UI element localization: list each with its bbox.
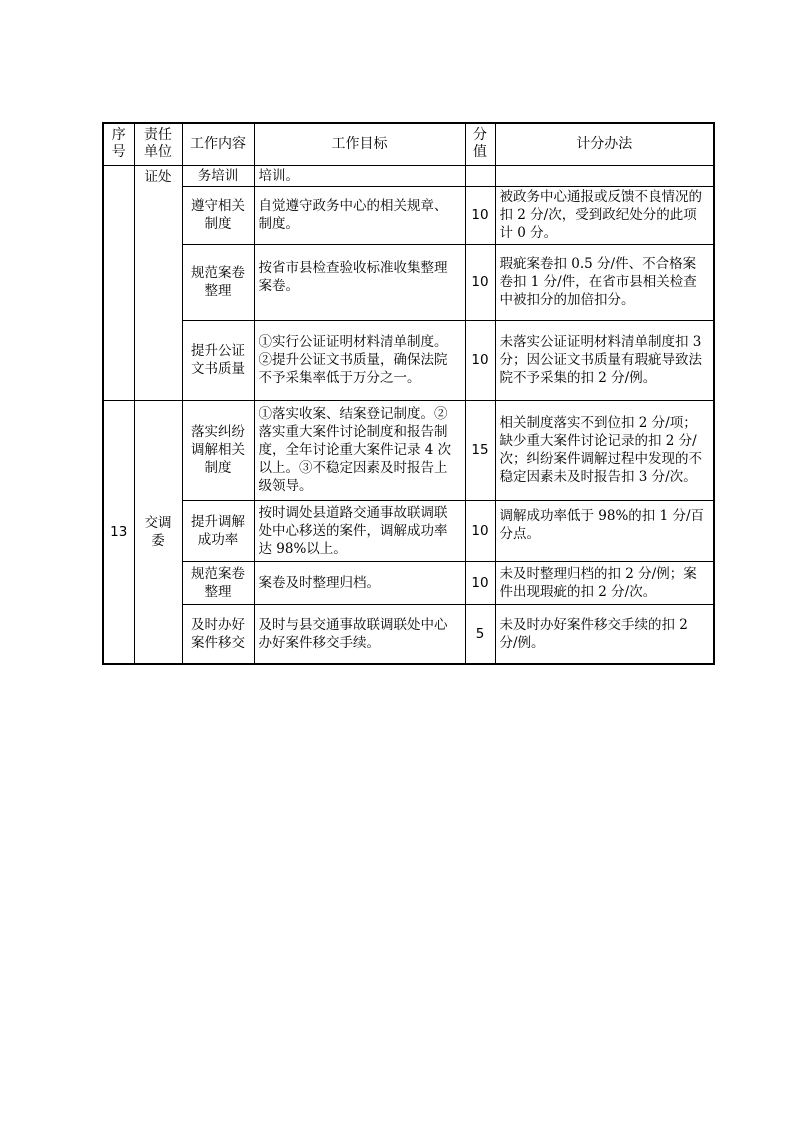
- table-row: [103, 604, 714, 664]
- cell-unit: 交调委: [134, 400, 182, 664]
- cell-score: 10: [465, 186, 495, 244]
- cell-goal: ①实行公证证明材料清单制度。②提升公证文书质量，确保法院不予采集率低于万分之一。: [254, 320, 465, 400]
- cell-content: 规范案卷整理: [182, 561, 254, 604]
- assessment-table: [102, 122, 715, 665]
- cell-method: 被政务中心通报或反馈不良情况的扣 2 分/次，受到政纪处分的此项计 0 分。: [495, 186, 714, 244]
- cell-goal: 按时调处县道路交通事故联调联处中心移送的案件，调解成功率达 98%以上。: [254, 500, 465, 561]
- cell-method: 未及时整理归档的扣 2 分/例；案件出现瑕疵的扣 2 分/次。: [495, 561, 714, 604]
- cell-content: 规范案卷整理: [182, 244, 254, 320]
- cell-score: 10: [465, 244, 495, 320]
- table-row: [103, 400, 714, 500]
- cell-score: 10: [465, 320, 495, 400]
- cell-unit: 证处: [134, 165, 182, 400]
- header-goal: 工作目标: [254, 123, 465, 165]
- cell-method: 未落实公证证明材料清单制度扣 3 分；因公证文书质量有瑕疵导致法院不予采集的扣 2 分/例。: [495, 320, 714, 400]
- cell-content: 落实纠纷调解相关制度: [182, 400, 254, 500]
- header-row: [103, 123, 714, 165]
- table-row: [103, 165, 714, 186]
- cell-goal: 自觉遵守政务中心的相关规章、制度。: [254, 186, 465, 244]
- cell-method: [495, 165, 714, 186]
- cell-seq: [103, 165, 134, 400]
- cell-score: 10: [465, 561, 495, 604]
- header-method: 计分办法: [495, 123, 714, 165]
- table-row: [103, 244, 714, 320]
- cell-content: 提升调解成功率: [182, 500, 254, 561]
- cell-method: 未及时办好案件移交手续的扣 2 分/例。: [495, 604, 714, 664]
- table-row: [103, 186, 714, 244]
- cell-method: 相关制度落实不到位扣 2 分/项；缺少重大案件讨论记录的扣 2 分/次；纠纷案件调解过程中发现的不稳定因素未及时报告扣 3 分/次。: [495, 400, 714, 500]
- cell-goal: 案卷及时整理归档。: [254, 561, 465, 604]
- cell-method: 调解成功率低于 98%的扣 1 分/百分点。: [495, 500, 714, 561]
- header-score: 分值: [465, 123, 495, 165]
- header-seq: 序号: [103, 123, 134, 165]
- cell-goal: ①落实收案、结案登记制度。②落实重大案件讨论制度和报告制度，全年讨论重大案件记录 4 次以上。③不稳定因素及时报告上级领导。: [254, 400, 465, 500]
- cell-content: 及时办好案件移交: [182, 604, 254, 664]
- header-unit: 责任单位: [134, 123, 182, 165]
- cell-score: [465, 165, 495, 186]
- cell-content: 提升公证文书质量: [182, 320, 254, 400]
- cell-content: 务培训: [182, 165, 254, 186]
- table-row: [103, 500, 714, 561]
- cell-goal: 按省市县检查验收标准收集整理案卷。: [254, 244, 465, 320]
- cell-score: 5: [465, 604, 495, 664]
- cell-seq: 13: [103, 400, 134, 664]
- table-row: [103, 320, 714, 400]
- table-row: [103, 561, 714, 604]
- cell-score: 15: [465, 400, 495, 500]
- cell-content: 遵守相关制度: [182, 186, 254, 244]
- cell-score: 10: [465, 500, 495, 561]
- header-content: 工作内容: [182, 123, 254, 165]
- cell-goal: 培训。: [254, 165, 465, 186]
- cell-method: 瑕疵案卷扣 0.5 分/件、不合格案卷扣 1 分/件，在省市县相关检查中被扣分的加倍扣分。: [495, 244, 714, 320]
- cell-goal: 及时与县交通事故联调联处中心办好案件移交手续。: [254, 604, 465, 664]
